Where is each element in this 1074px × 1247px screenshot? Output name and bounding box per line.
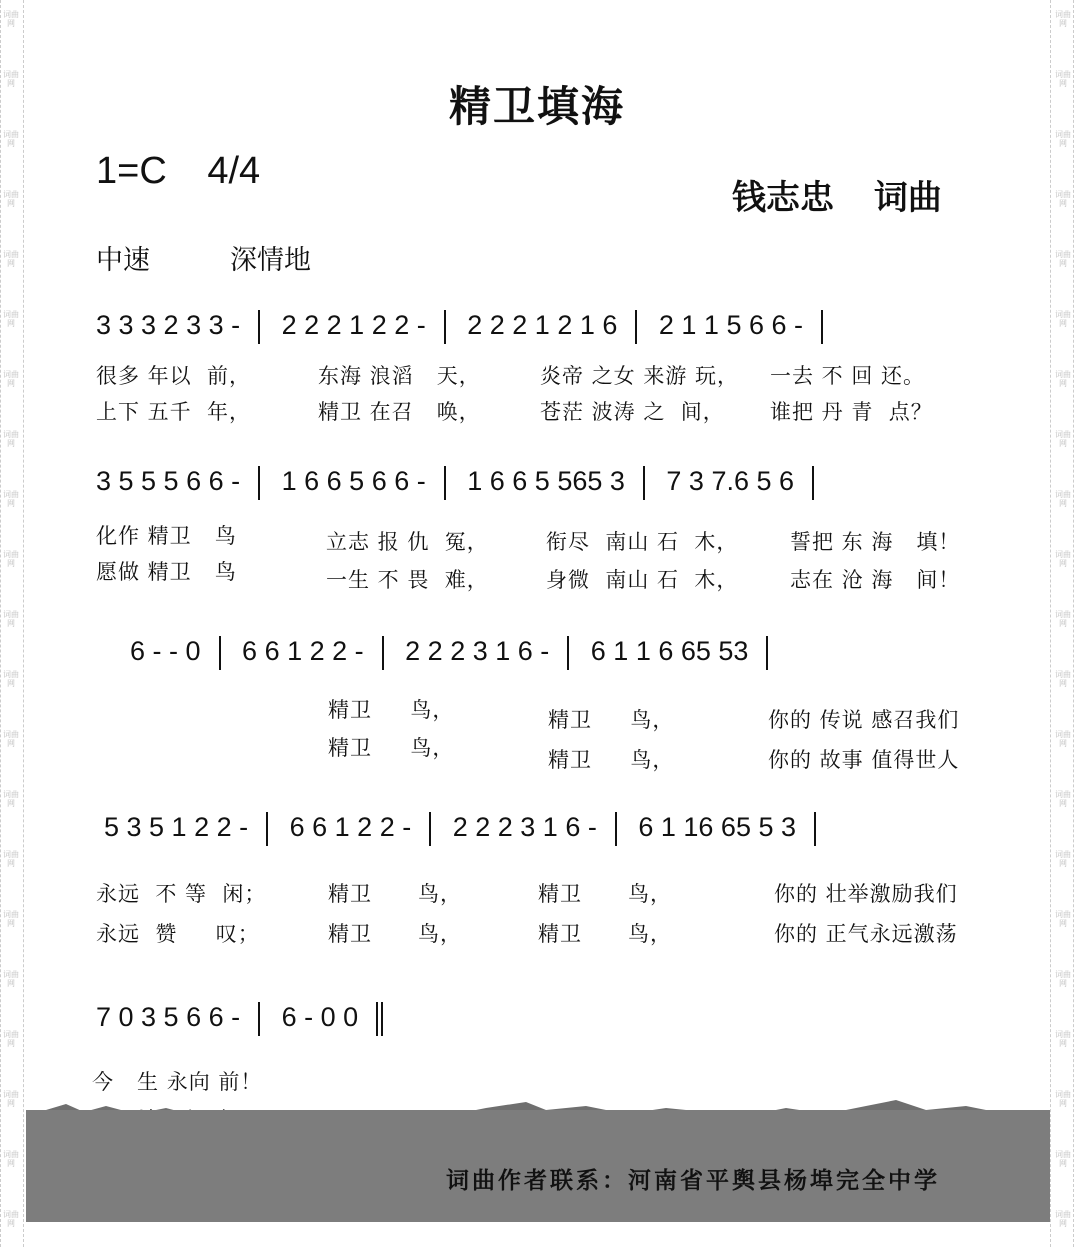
- watermark-text: 词曲网: [3, 1090, 19, 1108]
- measure: 2 2 2 1 2 1 6: [467, 310, 618, 341]
- watermark-text: 词曲网: [3, 550, 19, 568]
- lyric-verse1: 精卫 鸟，: [328, 882, 463, 906]
- watermark-text: 词曲网: [3, 670, 19, 688]
- watermark-text: 词曲网: [1055, 190, 1071, 208]
- bar-line: [821, 310, 823, 344]
- lyric-verse1: 今 生 永向 前！: [92, 1070, 263, 1094]
- measure: 6 6 1 2 2 -: [242, 636, 364, 667]
- watermark-text: 词曲网: [3, 310, 19, 328]
- bar-line: [635, 310, 637, 344]
- tempo-marking: [96, 238, 311, 277]
- bar-line: [266, 812, 268, 846]
- watermark-text: 词曲网: [1055, 430, 1071, 448]
- watermark-text: 词曲网: [1055, 790, 1071, 808]
- tempo-text: 中速: [96, 245, 150, 276]
- measure: 6 - - 0: [130, 636, 201, 667]
- bar-line: [444, 310, 446, 344]
- measure: 3 5 5 5 6 6 -: [96, 466, 241, 497]
- watermark-text: 词曲网: [1055, 670, 1071, 688]
- watermark-text: 词曲网: [3, 1210, 19, 1228]
- song-title: 精卫填海: [448, 82, 625, 131]
- lyric-verse2: 精卫 在召 唤，: [318, 400, 481, 424]
- lyric-verse2: 精卫 鸟，: [538, 922, 673, 946]
- measure: 2 1 1 5 6 6 -: [658, 310, 803, 341]
- lyric-verse1: 精卫 鸟，: [548, 708, 675, 732]
- bar-line: [615, 812, 617, 846]
- lyric-verse1: 一去 不 回 还。: [770, 364, 926, 388]
- watermark-text: 词曲网: [3, 430, 19, 448]
- watermark-text: 词曲网: [3, 10, 19, 28]
- bar-line: [814, 812, 816, 846]
- lyric-verse2: 苍茫 波涛 之 间，: [540, 400, 725, 424]
- lyric-verse2: 精卫 鸟，: [328, 922, 463, 946]
- watermark-text: 词曲网: [1055, 1210, 1071, 1228]
- watermark-text: 词曲网: [1055, 970, 1071, 988]
- watermark-text: 词曲网: [3, 490, 19, 508]
- measure: 7 3 7.6 5 6: [666, 466, 795, 497]
- watermark-text: 词曲网: [1055, 70, 1071, 88]
- watermark-text: 词曲网: [3, 1030, 19, 1048]
- measure: 1 6 6 5 6 6 -: [281, 466, 426, 497]
- final-bar-line: [376, 1002, 378, 1036]
- watermark-text: 词曲网: [1055, 730, 1071, 748]
- watermark-text: 词曲网: [3, 370, 19, 388]
- watermark-text: 词曲网: [3, 790, 19, 808]
- lyric-verse1: 精卫 鸟，: [538, 882, 673, 906]
- watermark-text: 词曲网: [1055, 1090, 1071, 1108]
- watermark-text: 词曲网: [3, 730, 19, 748]
- watermark-text: 词曲网: [1055, 130, 1071, 148]
- watermark-text: 词曲网: [1055, 850, 1071, 868]
- measure: 6 1 1 6 65 53: [590, 636, 749, 667]
- lyric-verse2: 精卫 鸟，: [328, 736, 455, 760]
- bar-line: [258, 466, 260, 500]
- lyric-verse1: 精卫 鸟，: [328, 698, 455, 722]
- measure: 2 2 2 3 1 6 -: [452, 812, 597, 843]
- watermark-text: 词曲网: [1055, 490, 1071, 508]
- measure: 2 2 2 3 1 6 -: [405, 636, 550, 667]
- bar-line: [766, 636, 768, 670]
- lyric-verse2: 上下 五千 年，: [96, 400, 252, 424]
- lyric-verse1: 立志 报 仇 冤，: [326, 530, 489, 554]
- key-signature: 1=C: [96, 150, 167, 192]
- notation-line: [96, 1002, 383, 1042]
- watermark-text: 词曲网: [1055, 10, 1071, 28]
- watermark-text: 词曲网: [3, 850, 19, 868]
- lyric-verse2: 谁把 丹 青 点？: [770, 400, 933, 424]
- lyric-verse1: 永远 不 等 闲；: [96, 882, 267, 906]
- notation-line: [130, 636, 782, 676]
- measure: 5 3 5 1 2 2 -: [104, 812, 249, 843]
- lyric-verse1: 炎帝 之女 来游 玩，: [540, 364, 740, 388]
- measure: 2 2 2 1 2 2 -: [281, 310, 426, 341]
- measure: 3 3 3 2 3 3 -: [96, 310, 241, 341]
- watermark-text: 词曲网: [1055, 550, 1071, 568]
- watermark-text: 词曲网: [3, 1150, 19, 1168]
- measure: 1 6 6 5 565 3: [467, 466, 625, 497]
- lyric-verse1: 誓把 东 海 填！: [790, 530, 961, 554]
- watermark-text: 词曲网: [1055, 250, 1071, 268]
- notation-line: [96, 466, 828, 506]
- measure: 6 6 1 2 2 -: [289, 812, 412, 843]
- author-credit: 钱志忠 词曲: [732, 178, 942, 218]
- lyric-verse2: 精卫 鸟，: [548, 748, 675, 772]
- lyric-verse1: 化作 精卫 鸟: [96, 524, 237, 548]
- bar-line: [258, 1002, 260, 1036]
- watermark-text: 词曲网: [3, 610, 19, 628]
- measure: 6 1 16 65 5 3: [638, 812, 796, 843]
- watermark-text: 词曲网: [1055, 370, 1071, 388]
- lyric-verse2: 永远 赞 叹；: [96, 922, 260, 946]
- lyric-verse2: 一生 不 畏 难，: [326, 568, 489, 592]
- bar-line: [812, 466, 814, 500]
- watermark-text: 词曲网: [3, 910, 19, 928]
- watermark-right: [1052, 0, 1074, 1247]
- mood-text: 深情地: [230, 245, 311, 276]
- notation-line: [104, 812, 830, 852]
- lyric-verse2: 志在 沧 海 间！: [790, 568, 961, 592]
- watermark-text: 词曲网: [1055, 910, 1071, 928]
- lyric-verse2: 你的 故事 值得世人: [768, 748, 960, 772]
- watermark-text: 词曲网: [1055, 610, 1071, 628]
- measure: 7 0 3 5 6 6 -: [96, 1002, 241, 1033]
- watermark-text: 词曲网: [3, 70, 19, 88]
- bar-line: [219, 636, 221, 670]
- watermark-text: 词曲网: [1055, 1030, 1071, 1048]
- lyric-verse1: 衔尽 南山 石 木，: [546, 530, 739, 554]
- final-bar-line: [381, 1002, 383, 1036]
- key-and-time-signature: [96, 150, 260, 193]
- lyric-verse1: 你的 传说 感召我们: [768, 708, 960, 732]
- bar-line: [429, 812, 431, 846]
- lyric-verse2: 愿做 精卫 鸟: [96, 560, 237, 584]
- watermark-text: 词曲网: [1055, 310, 1071, 328]
- watermark-text: 词曲网: [3, 190, 19, 208]
- watermark-text: 词曲网: [3, 250, 19, 268]
- bar-line: [643, 466, 645, 500]
- lyric-verse1: 你的 壮举激励我们: [774, 882, 958, 906]
- bar-line: [258, 310, 260, 344]
- bar-line: [382, 636, 384, 670]
- bar-line: [444, 466, 446, 500]
- watermark-text: 词曲网: [3, 970, 19, 988]
- measure: 6 - 0 0: [281, 1002, 359, 1033]
- time-signature: 4/4: [207, 150, 261, 192]
- notation-line: [96, 310, 837, 350]
- lyric-verse2: 身微 南山 石 木，: [546, 568, 739, 592]
- bar-line: [567, 636, 569, 670]
- watermark-text: 词曲网: [1055, 1150, 1071, 1168]
- lyric-verse1: 很多 年以 前，: [96, 364, 252, 388]
- lyric-verse2: 你的 正气永远激荡: [774, 922, 958, 946]
- contact-info: 词曲作者联系：河南省平舆县杨埠完全中学: [446, 1168, 940, 1194]
- lyric-verse1: 东海 浪滔 天，: [318, 364, 481, 388]
- watermark-text: 词曲网: [3, 130, 19, 148]
